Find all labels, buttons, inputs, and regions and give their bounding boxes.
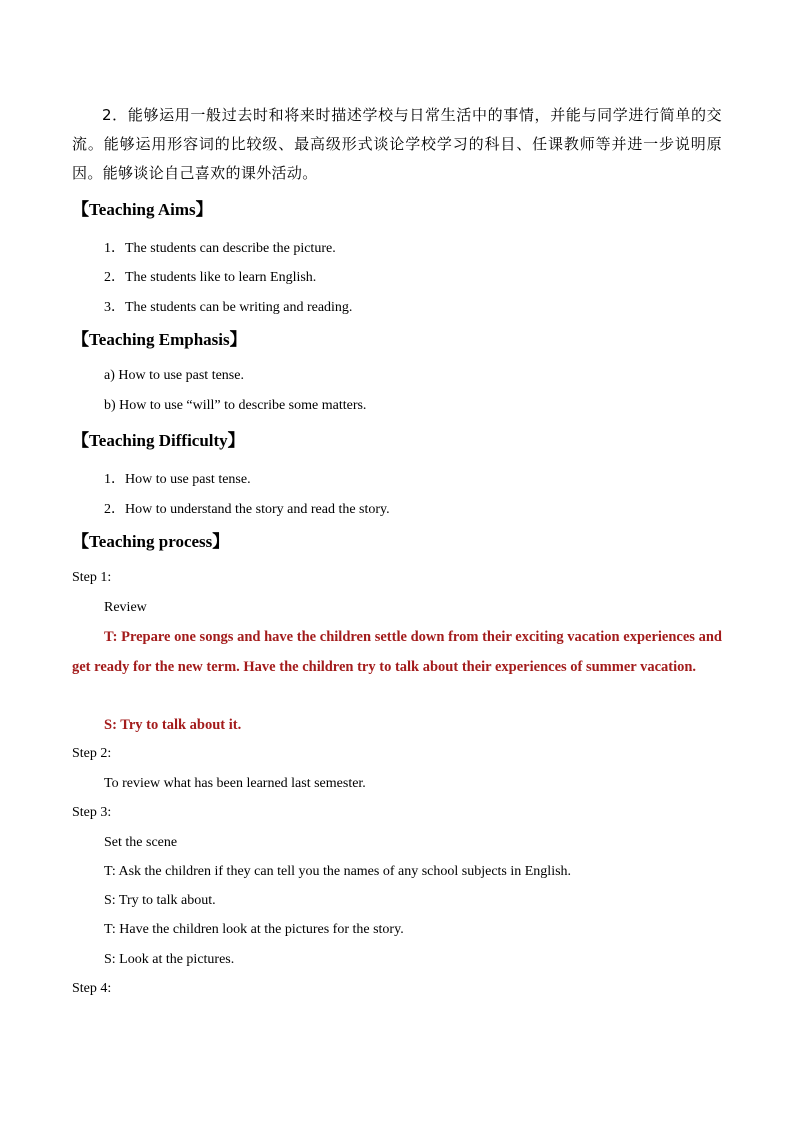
teaching-process-heading: 【Teaching process】	[72, 532, 230, 551]
aims-item-3: 3．The students can be writing and reading.	[104, 300, 353, 315]
aims-item-1: 1．The students can describe the picture.	[104, 241, 336, 256]
teaching-emphasis-heading: 【Teaching Emphasis】	[72, 330, 247, 349]
step-3-scene: Set the scene	[104, 835, 178, 850]
emphasis-item-a: a) How to use past tense.	[104, 368, 244, 383]
step-3-student-2: S: Look at the pictures.	[104, 952, 235, 967]
step-1-teacher-activity: T: Prepare one songs and have the children settle down from their exciting vacation experiences and get ready for the new term. Have the children try to talk about their experiences of summer vacation.	[72, 629, 722, 675]
step-3-label: Step 3:	[72, 805, 112, 820]
objectives-paragraph: 2．能够运用一般过去时和将来时描述学校与日常生活中的事情，并能与同学进行简单的交流。能够运用形容词的比较级、最高级形式谈论学校学习的科目、任课教师等并进一步说明原因。能够谈论自己喜欢的课外活动。	[72, 106, 722, 182]
difficulty-item-1: 1．How to use past tense.	[104, 472, 251, 487]
step-1-student-activity: S: Try to talk about it.	[104, 717, 242, 733]
teaching-difficulty-heading: 【Teaching Difficulty】	[72, 431, 245, 450]
step-1-label: Step 1:	[72, 570, 112, 585]
step-3-teacher-2: T: Have the children look at the pictures for the story.	[104, 922, 404, 937]
teaching-aims-heading: 【Teaching Aims】	[72, 200, 213, 219]
aims-item-2: 2．The students like to learn English.	[104, 270, 317, 285]
step-4-label: Step 4:	[72, 981, 112, 996]
step-3-student-1: S: Try to talk about.	[104, 893, 216, 908]
step-1-review: Review	[104, 600, 147, 615]
emphasis-item-b: b) How to use “will” to describe some matters.	[104, 398, 367, 413]
difficulty-item-2: 2．How to understand the story and read the story.	[104, 502, 390, 517]
step-3-teacher-1: T: Ask the children if they can tell you the names of any school subjects in English.	[104, 864, 572, 879]
step-2-label: Step 2:	[72, 746, 112, 761]
step-2-text: To review what has been learned last semester.	[104, 776, 366, 791]
